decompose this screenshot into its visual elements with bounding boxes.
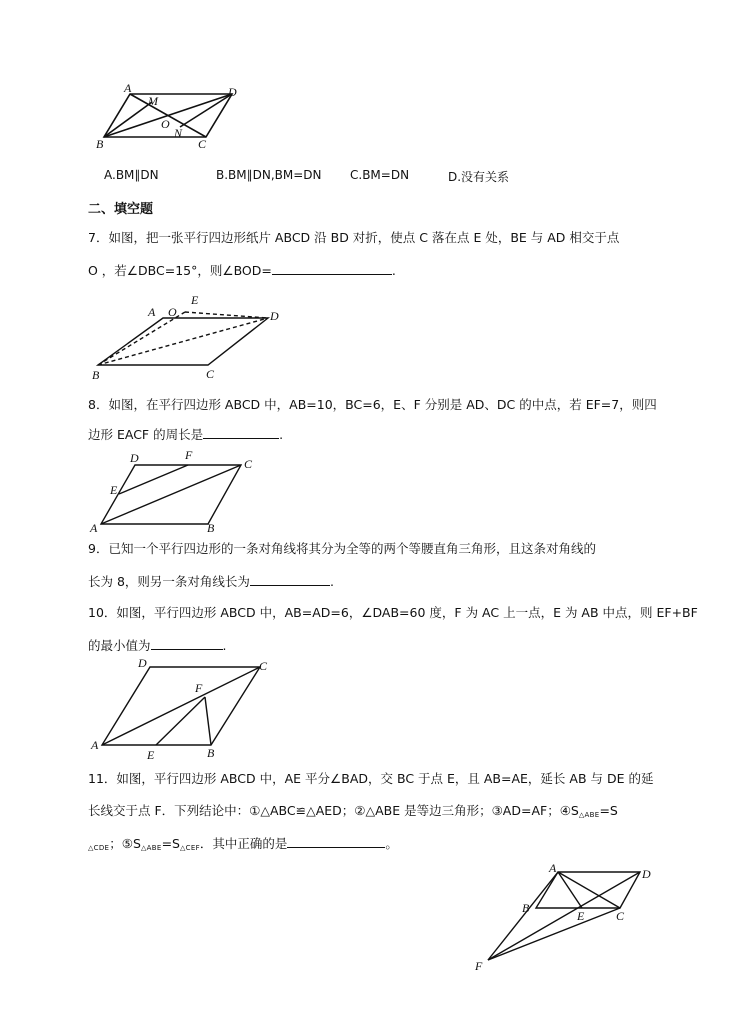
label-c: C <box>616 909 625 923</box>
q7-line1: 7．如图，把一张平行四边形纸片 ABCD 沿 BD 对折，使点 C 落在点 E 处，BE 与 AD 相交于点 <box>88 230 620 245</box>
option-a: A.BM∥DN <box>104 168 159 182</box>
option-b: B.BM∥DN,BM=DN <box>216 168 322 182</box>
label-o: O <box>161 117 170 131</box>
label-a: A <box>549 861 557 875</box>
segment-bf <box>205 697 211 745</box>
label-f: F <box>195 681 203 695</box>
q9-line2 <box>88 572 334 591</box>
label-d: D <box>138 656 147 670</box>
section-title: 二、填空题 <box>88 202 154 217</box>
q10-line2-text: 的最小值为 <box>88 638 151 653</box>
label-c: C <box>206 367 215 381</box>
label-a: A <box>91 738 99 752</box>
q11-sub-cef: △CEF <box>179 844 200 852</box>
q10-line2 <box>88 636 227 655</box>
segment-be-dashed <box>98 312 185 365</box>
label-n: N <box>174 126 183 140</box>
label-c: C <box>259 659 268 673</box>
q8-line1: 8．如图，在平行四边形 ABCD 中，AB=10，BC=6，E、F 分别是 AD、DC 的中点，若 EF=7，则四 <box>88 397 657 412</box>
label-d: D <box>130 451 139 465</box>
q8-end: . <box>279 427 284 442</box>
label-e: E <box>191 293 199 307</box>
answer-blank-q10[interactable] <box>151 636 223 650</box>
q10-line1: 10．如图，平行四边形 ABCD 中，AB=AD=6，∠DAB=60 度，F 为 AC 上一点，E 为 AB 中点，则 EF+BF <box>88 605 698 620</box>
option-d: D.没有关系 <box>448 170 510 184</box>
q9-line1: 9．已知一个平行四边形的一条对角线将其分为全等的两个等腰直角三角形，且这条对角线的 <box>88 541 596 556</box>
q9-line2-text: 长为 8，则另一条对角线长为 <box>88 574 250 589</box>
label-b: B <box>96 137 104 151</box>
figure-q10 <box>88 654 278 762</box>
q7-line2-text: O ，若∠DBC=15°，则∠BOD= <box>88 263 272 278</box>
q11-line1: 11．如图，平行四边形 ABCD 中，AE 平分∠BAD，交 BC 于点 E，且 AB=AE，延长 AB 与 DE 的延 <box>88 771 654 786</box>
answer-blank-q11[interactable] <box>287 834 385 848</box>
figure-q11 <box>470 858 665 974</box>
segment-ae-dashed <box>185 312 268 318</box>
answer-blank-q9[interactable] <box>250 572 330 586</box>
segment-bm <box>104 102 152 137</box>
q11-line2 <box>88 802 618 824</box>
segment-bd-dashed <box>98 318 268 365</box>
q11-sub-abe: △ABE <box>578 811 600 819</box>
q11-line3-s: ；⑤S <box>109 836 141 851</box>
label-f: F <box>475 959 483 973</box>
q7-end: . <box>391 263 396 278</box>
q11-line2-s: =S <box>599 803 618 818</box>
label-m: M <box>148 94 158 108</box>
segment-ef <box>156 697 205 745</box>
q8-line2-text: 边形 EACF 的周长是 <box>88 427 204 442</box>
q9-end: . <box>329 574 334 589</box>
label-a: A <box>90 521 98 535</box>
figure-q7 <box>88 290 288 382</box>
q11-sub-cde: △CDE <box>88 844 110 852</box>
q11-line3-text: ．其中正确的是 <box>199 836 288 851</box>
label-o: O <box>168 305 177 319</box>
q7-line2 <box>88 261 396 280</box>
label-f: F <box>185 448 193 462</box>
q8-line2 <box>88 425 283 444</box>
label-d: D <box>270 309 279 323</box>
segment-dn <box>180 94 232 127</box>
q11-line3-eq: =S <box>161 836 180 851</box>
segment-ac <box>558 872 620 908</box>
label-b: B <box>207 521 215 535</box>
label-d: D <box>642 867 651 881</box>
q10-end: . <box>222 638 227 653</box>
segment-ae <box>558 872 582 908</box>
option-c: C.BM=DN <box>350 168 410 182</box>
label-b: B <box>522 901 530 915</box>
label-a: A <box>124 81 132 95</box>
q11-sub-abe2: △ABE <box>140 844 162 852</box>
label-e: E <box>110 483 118 497</box>
label-c: C <box>198 137 207 151</box>
segment-ef <box>119 465 188 494</box>
label-b: B <box>207 746 215 760</box>
figure-q8 <box>88 448 268 534</box>
q11-end: 。 <box>385 836 398 851</box>
label-b: B <box>92 368 100 382</box>
answer-blank-q8[interactable] <box>203 425 279 439</box>
label-c: C <box>244 457 253 471</box>
label-e: E <box>577 909 585 923</box>
label-e: E <box>147 748 155 762</box>
segment-ac <box>101 465 241 524</box>
q11-line3 <box>88 834 398 857</box>
q11-line2-text: 长线交于点 F．下列结论中：①△ABC≌△AED；②△ABE 是等边三角形；③AD=AF；④S <box>88 803 579 818</box>
label-d: D <box>228 85 237 99</box>
answer-blank-q7[interactable] <box>272 261 392 275</box>
label-a: A <box>148 305 156 319</box>
figure-q6 <box>90 82 250 154</box>
